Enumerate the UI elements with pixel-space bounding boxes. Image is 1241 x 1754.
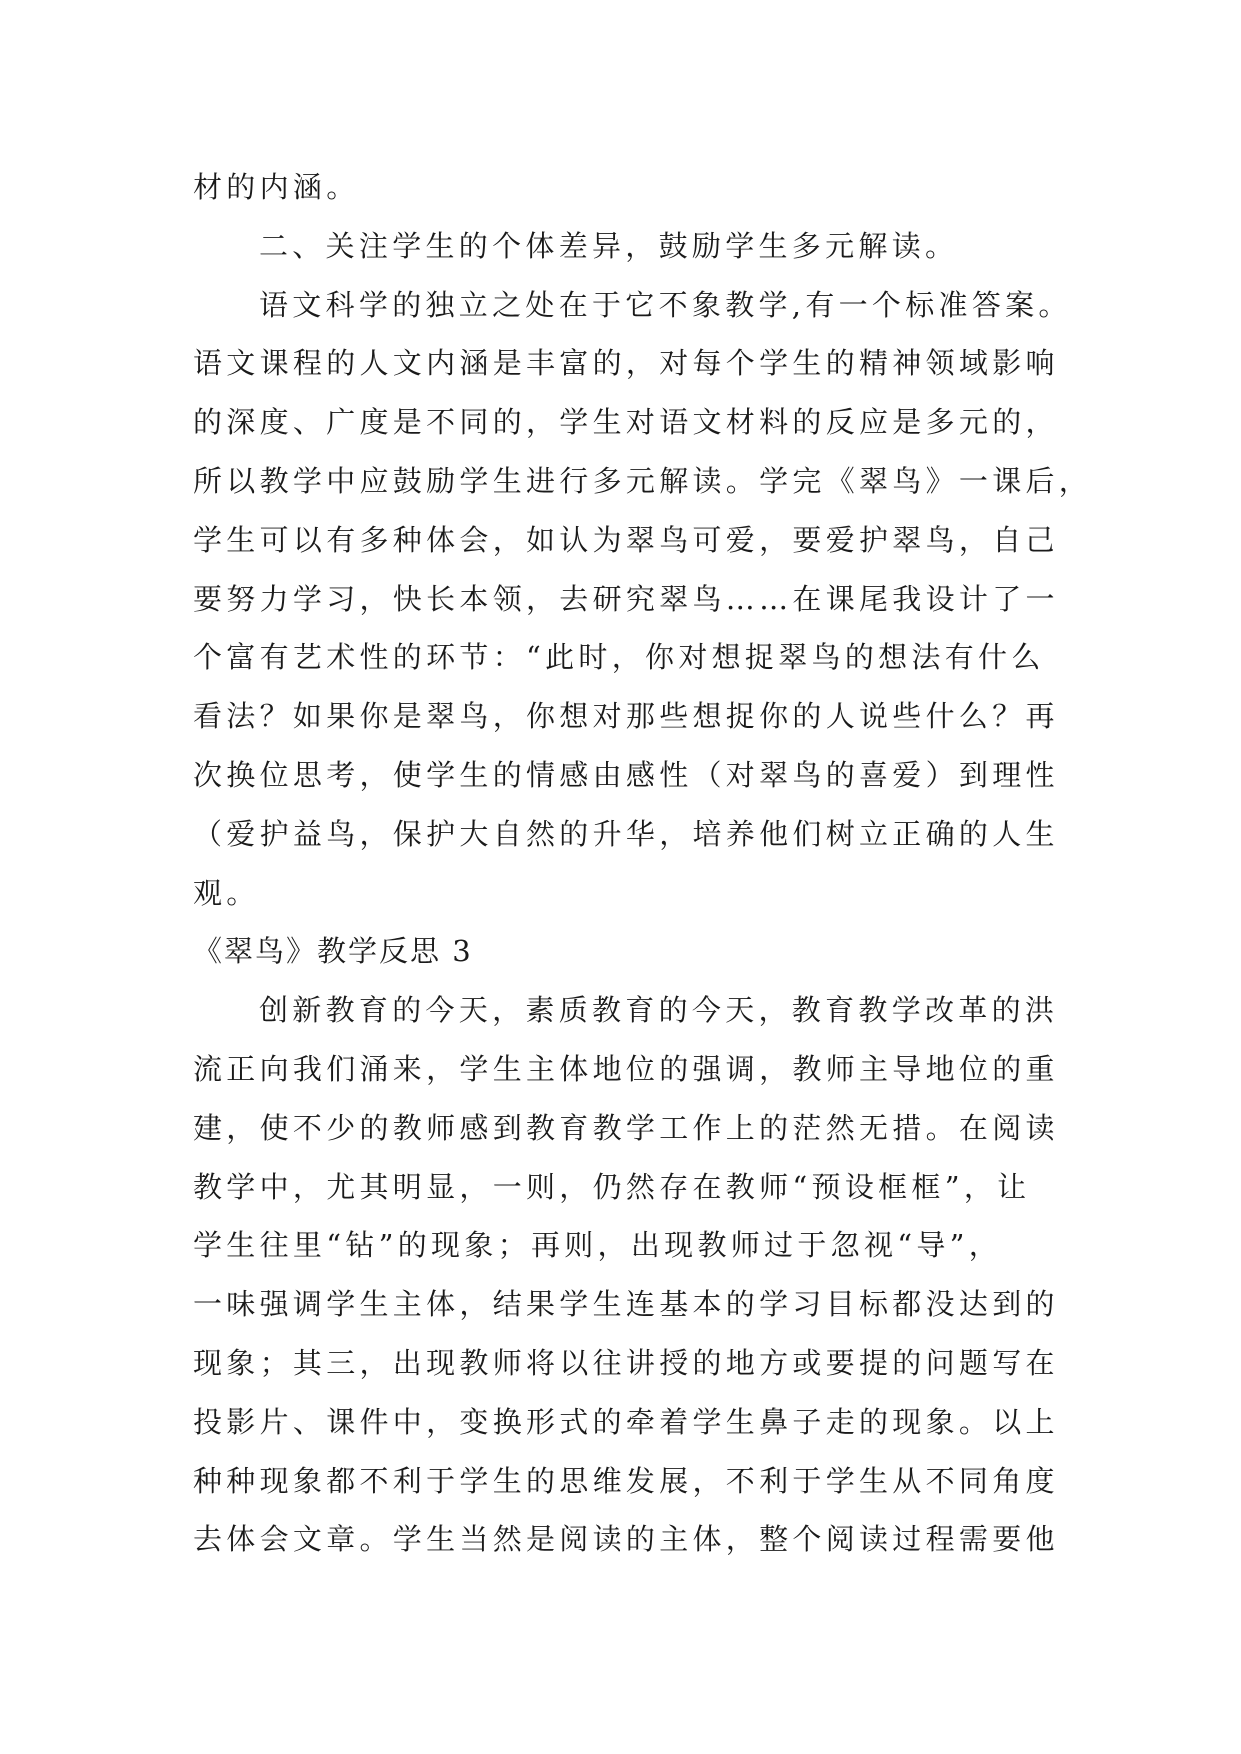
text-line: 教学中，尤其明显，一则，仍然存在教师“预设框框”，让 xyxy=(193,1169,1031,1204)
text-line: 建，使不少的教师感到教育教学工作上的茫然无措。在阅读 xyxy=(193,1110,1059,1145)
text-line: 一味强调学生主体，结果学生连基本的学习目标都没达到的 xyxy=(193,1287,1059,1322)
text-line: 语文科学的独立之处在于它不象教学,有一个标准答案。 xyxy=(259,287,1072,322)
text-line: 学生可以有多种体会，如认为翠鸟可爱，要爱护翠鸟，自己 xyxy=(193,522,1059,557)
text-line: 种种现象都不利于学生的思维发展，不利于学生从不同角度 xyxy=(193,1463,1059,1498)
text-line: 现象；其三，出现教师将以往讲授的地方或要提的问题写在 xyxy=(193,1345,1059,1380)
text-line: 流正向我们涌来，学生主体地位的强调，教师主导地位的重 xyxy=(193,1051,1059,1086)
document-body xyxy=(193,158,1093,1569)
text-line: 创新教育的今天，素质教育的今天，教育教学改革的洪 xyxy=(259,993,1059,1028)
text-line: 材的内涵。 xyxy=(193,170,360,204)
text-line: 个富有艺术性的环节：“此时，你对想捉翠鸟的想法有什么 xyxy=(193,640,1045,675)
text-line: 学生往里“钻”的现象；再则，出现教师过于忽视“导”， xyxy=(193,1228,1003,1263)
text-line: 次换位思考，使学生的情感由感性（对翠鸟的喜爱）到理性 xyxy=(193,757,1059,792)
section-heading: 《翠鸟》教学反思 3 xyxy=(193,934,473,969)
text-line: 所以教学中应鼓励学生进行多元解读。学完《翠鸟》一课后， xyxy=(193,463,1093,498)
text-line: （爱护益鸟，保护大自然的升华，培养他们树立正确的人生 xyxy=(193,816,1059,851)
text-line: 要努力学习，快长本领，去研究翠鸟……在课尾我设计了一 xyxy=(193,581,1059,616)
text-line: 去体会文章。学生当然是阅读的主体，整个阅读过程需要他 xyxy=(193,1522,1059,1557)
text-line: 观。 xyxy=(193,875,260,910)
text-line: 投影片、课件中，变换形式的牵着学生鼻子走的现象。以上 xyxy=(193,1404,1059,1439)
text-line: 的深度、广度是不同的，学生对语文材料的反应是多元的， xyxy=(193,405,1059,440)
text-line: 语文课程的人文内涵是丰富的，对每个学生的精神领域影响 xyxy=(193,346,1059,381)
text-line: 二、关注学生的个体差异，鼓励学生多元解读。 xyxy=(259,228,959,263)
text-line: 看法？如果你是翠鸟，你想对那些想捉你的人说些什么？再 xyxy=(193,699,1059,734)
